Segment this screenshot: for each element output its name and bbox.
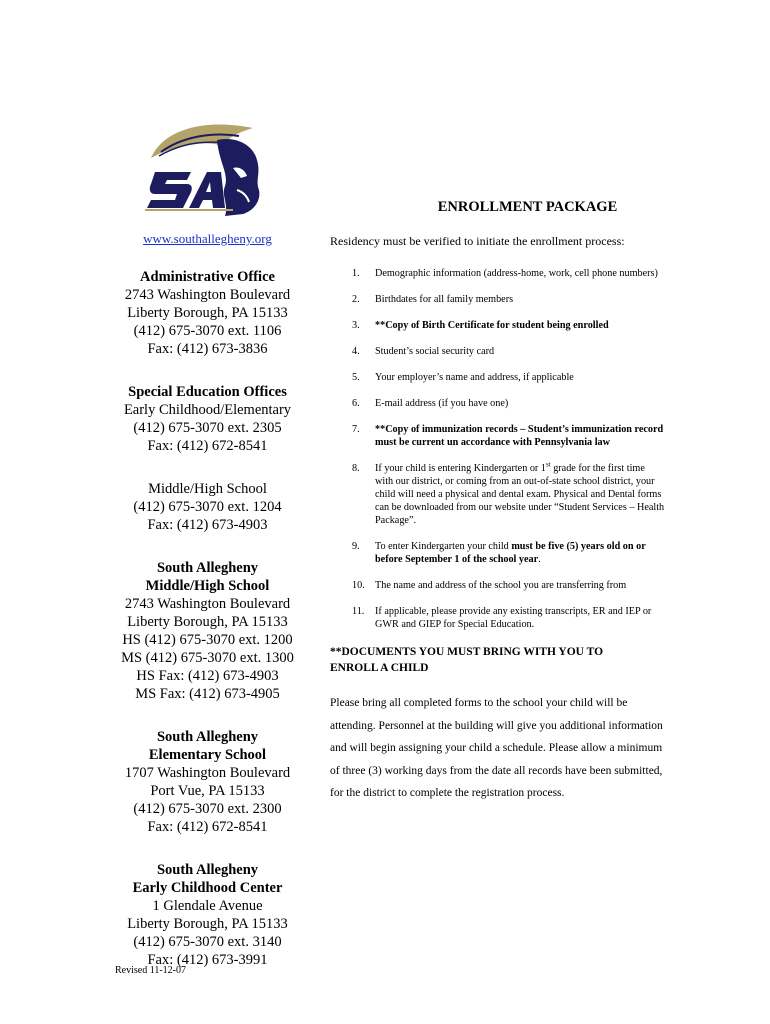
page-title: ENROLLMENT PACKAGE: [437, 199, 618, 215]
office-line: (412) 675-3070 ext. 1204: [133, 499, 282, 515]
item-number: 11.: [352, 606, 365, 617]
office-title: Administrative Office: [140, 269, 275, 285]
item-number: 1.: [352, 268, 360, 279]
office-line: Fax: (412) 673-4903: [147, 517, 268, 533]
spartan-head-icon: [143, 110, 265, 228]
list-item: [330, 267, 665, 280]
office-line: (412) 675-3070 ext. 3140: [133, 934, 282, 950]
list-item: [330, 423, 665, 449]
office-line: 2743 Washington Boulevard: [124, 287, 291, 303]
item-number: 5.: [352, 372, 360, 383]
office-subtitle: Elementary School: [148, 747, 267, 763]
office-line: Fax: (412) 672-8541: [147, 819, 268, 835]
item-number: 4.: [352, 346, 360, 357]
office-line: Fax: (412) 673-3991: [147, 952, 268, 968]
office-subtitle: Early Childhood Center: [132, 880, 283, 896]
south-allegheny-logo: [143, 110, 265, 228]
list-item: [330, 540, 665, 566]
list-item: [330, 371, 665, 384]
list-item: [330, 462, 665, 527]
office-line: (412) 675-3070 ext. 2305: [133, 420, 282, 436]
item-number: 6.: [352, 398, 360, 409]
documents-heading: **DOCUMENTS YOU MUST BRING WITH YOU TO ENROLL A CHILD: [330, 646, 604, 674]
instructions-paragraph: Please bring all completed forms to the school your child will be attending. Personnel at the building will give you additional information and will begin assigning your child a schedule. Please allow a minimum of three (3) working days from the date all records have been submitted, for the district to complete the registration process.: [330, 697, 663, 799]
item-text: Your employer’s name and address, if applicable: [375, 372, 574, 383]
left-contact-column: [105, 230, 310, 969]
office-line: (412) 675-3070 ext. 1106: [133, 323, 282, 339]
item-text: Demographic information (address-home, work, cell phone numbers): [375, 268, 658, 279]
administrative-office: [105, 268, 310, 358]
revision-date: Revised 11-12-07: [115, 965, 187, 976]
list-item: [330, 605, 665, 631]
item-text: .: [538, 554, 541, 565]
intro-text: Residency must be verified to initiate the enrollment process:: [330, 234, 625, 248]
item-text: Student’s social security card: [375, 346, 495, 357]
item-text: If your child is entering Kindergarten or 1: [375, 463, 546, 474]
office-line: Liberty Borough, PA 15133: [127, 614, 288, 630]
item-text-bold: must be five (5) years old on or before September 1 of the school year: [375, 541, 646, 565]
office-line: MS Fax: (412) 673-4905: [135, 686, 280, 702]
office-line: HS Fax: (412) 673-4903: [136, 668, 279, 684]
item-text: Birthdates for all family members: [375, 294, 514, 305]
office-line: Port Vue, PA 15133: [150, 783, 265, 799]
office-line: Middle/High School: [148, 481, 267, 497]
office-line: MS (412) 675-3070 ext. 1300: [121, 650, 294, 666]
middle-high-school: [105, 559, 310, 703]
item-text-bold: **Copy of Birth Certificate for student being enrolled: [375, 320, 609, 331]
office-line: Early Childhood/Elementary: [123, 402, 292, 418]
item-text-bold: **Copy of immunization records – Student’s immunization record must be current un accordance with Pennsylvania law: [375, 424, 664, 448]
website-link[interactable]: www.southallegheny.org: [143, 231, 272, 246]
enrollment-package-section: [330, 199, 665, 805]
item-text: To enter Kindergarten your child: [375, 541, 512, 552]
item-number: 9.: [352, 541, 360, 552]
elementary-school: [105, 728, 310, 836]
list-item: [330, 319, 665, 332]
special-education-offices: [105, 383, 310, 455]
item-number: 2.: [352, 294, 360, 305]
office-subtitle: Middle/High School: [145, 578, 270, 594]
office-title: South Allegheny: [156, 862, 259, 878]
item-text: E-mail address (if you have one): [375, 398, 509, 409]
list-item: [330, 345, 665, 358]
office-line: 1 Glendale Avenue: [152, 898, 263, 914]
item-text: grade for the first time with our district, or coming from an out-of-state school district, your child will need a physical and dental exam. Physical and Dental forms can be downloaded from our website under “Student Services – Health Package”.: [375, 463, 665, 526]
special-education-middle-high: [105, 480, 310, 534]
item-text: If applicable, please provide any existing transcripts, ER and IEP or GWR and GIEP for Special Education.: [375, 606, 652, 630]
office-line: Fax: (412) 673-3836: [147, 341, 268, 357]
requirements-list: [330, 267, 665, 631]
office-line: Fax: (412) 672-8541: [147, 438, 268, 454]
office-title: South Allegheny: [156, 729, 259, 745]
list-item: [330, 397, 665, 410]
list-item: [330, 579, 665, 592]
item-number: 8.: [352, 463, 360, 474]
office-line: 1707 Washington Boulevard: [124, 765, 291, 781]
item-text: The name and address of the school you are transferring from: [375, 580, 627, 591]
item-number: 3.: [352, 320, 360, 331]
office-title: South Allegheny: [156, 560, 259, 576]
item-number: 7.: [352, 424, 360, 435]
item-number: 10.: [352, 580, 365, 591]
office-line: HS (412) 675-3070 ext. 1200: [122, 632, 293, 648]
office-line: (412) 675-3070 ext. 2300: [133, 801, 282, 817]
office-title: Special Education Offices: [128, 384, 287, 400]
early-childhood-center: [105, 861, 310, 969]
list-item: [330, 293, 665, 306]
office-line: Liberty Borough, PA 15133: [127, 916, 288, 932]
office-line: Liberty Borough, PA 15133: [127, 305, 288, 321]
office-line: 2743 Washington Boulevard: [124, 596, 291, 612]
ordinal-suffix: st: [545, 460, 551, 469]
